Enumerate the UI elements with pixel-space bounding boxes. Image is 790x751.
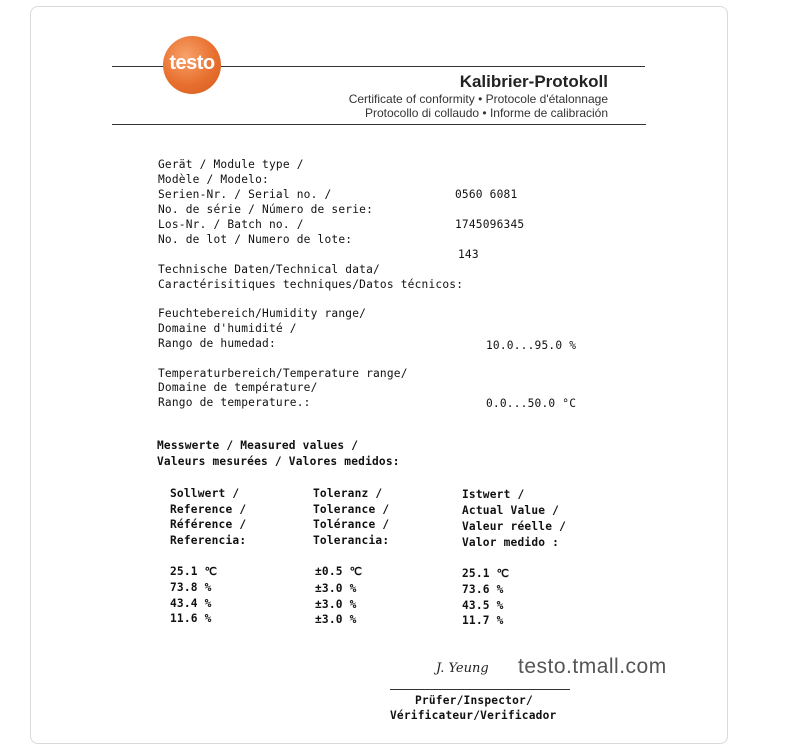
header-rule-bottom <box>112 124 646 125</box>
row-1-actual: 25.1 ℃ <box>462 567 510 580</box>
reference-header-4: Referencia: <box>170 534 247 547</box>
inspector-role-2: Vérificateur/Verificador <box>390 709 557 722</box>
document-subtitle-2: Protocollo di collaudo • Informe de calibración <box>365 106 608 120</box>
actual-header-1: Istwert / <box>462 488 525 501</box>
measured-heading-2: Valeurs mesurées / Valores medidos: <box>157 455 400 468</box>
tolerance-header-1: Toleranz / <box>313 487 383 500</box>
extra-value: 143 <box>458 248 479 261</box>
temperature-value: 0.0...50.0 °C <box>486 397 577 410</box>
tolerance-header-4: Tolerancia: <box>313 534 390 547</box>
row-2-actual: 73.6 % <box>462 583 504 596</box>
document-title: Kalibrier-Protokoll <box>459 72 608 91</box>
row-1-reference: 25.1 ℃ <box>170 565 218 578</box>
reference-header-1: Sollwert / <box>170 487 240 500</box>
header-rule-left <box>112 66 164 67</box>
row-4-actual: 11.7 % <box>462 614 504 627</box>
reference-header-2: Reference / <box>170 503 247 516</box>
tolerance-header-2: Tolerance / <box>313 503 390 516</box>
row-4-reference: 11.6 % <box>170 612 212 625</box>
logo-text: testo <box>169 52 215 74</box>
testo-logo <box>163 36 221 94</box>
module-type-label-1: Gerät / Module type / <box>158 158 304 171</box>
temperature-label-2: Domaine de température/ <box>158 381 318 394</box>
serial-label-2: No. de série / Número de serie: <box>158 203 373 216</box>
header-rule-right <box>221 66 645 67</box>
module-type-label-2: Modèle / Modelo: <box>158 173 269 186</box>
temperature-label-1: Temperaturbereich/Temperature range/ <box>158 367 408 380</box>
actual-header-4: Valor medido : <box>462 536 560 549</box>
row-3-reference: 43.4 % <box>170 597 212 610</box>
serial-label-1: Serien-Nr. / Serial no. / <box>158 188 332 201</box>
tech-data-label-1: Technische Daten/Technical data/ <box>158 263 380 276</box>
row-1-tolerance: ±0.5 ℃ <box>315 565 363 578</box>
batch-label-1: Los-Nr. / Batch no. / <box>158 218 304 231</box>
tech-data-label-2: Caractérisitiques techniques/Datos técnicos: <box>158 278 464 291</box>
inspector-role-1: Prüfer/Inspector/ <box>415 694 533 707</box>
humidity-value: 10.0...95.0 % <box>486 339 577 352</box>
row-2-tolerance: ±3.0 % <box>315 582 357 595</box>
humidity-label-2: Domaine d'humidité / <box>158 322 297 335</box>
reference-header-3: Référence / <box>170 518 247 531</box>
serial-value: 0560 6081 <box>455 188 518 201</box>
row-4-tolerance: ±3.0 % <box>315 613 357 626</box>
batch-value: 1745096345 <box>455 218 525 231</box>
store-watermark: testo.tmall.com <box>518 655 667 678</box>
temperature-label-3: Rango de temperature.: <box>158 396 311 409</box>
actual-header-2: Actual Value / <box>462 504 560 517</box>
row-3-actual: 43.5 % <box>462 599 504 612</box>
row-3-tolerance: ±3.0 % <box>315 598 357 611</box>
inspector-signature: J. Yeung <box>436 661 489 676</box>
batch-label-2: No. de lot / Numero de lote: <box>158 233 353 246</box>
tolerance-header-3: Tolérance / <box>313 518 390 531</box>
measured-heading-1: Messwerte / Measured values / <box>157 439 359 452</box>
humidity-label-1: Feuchtebereich/Humidity range/ <box>158 307 367 320</box>
actual-header-3: Valeur réelle / <box>462 520 567 533</box>
row-2-reference: 73.8 % <box>170 581 212 594</box>
signature-rule <box>390 689 570 690</box>
document-subtitle-1: Certificate of conformity • Protocole d'étalonnage <box>348 92 608 106</box>
humidity-label-3: Rango de humedad: <box>158 337 276 350</box>
